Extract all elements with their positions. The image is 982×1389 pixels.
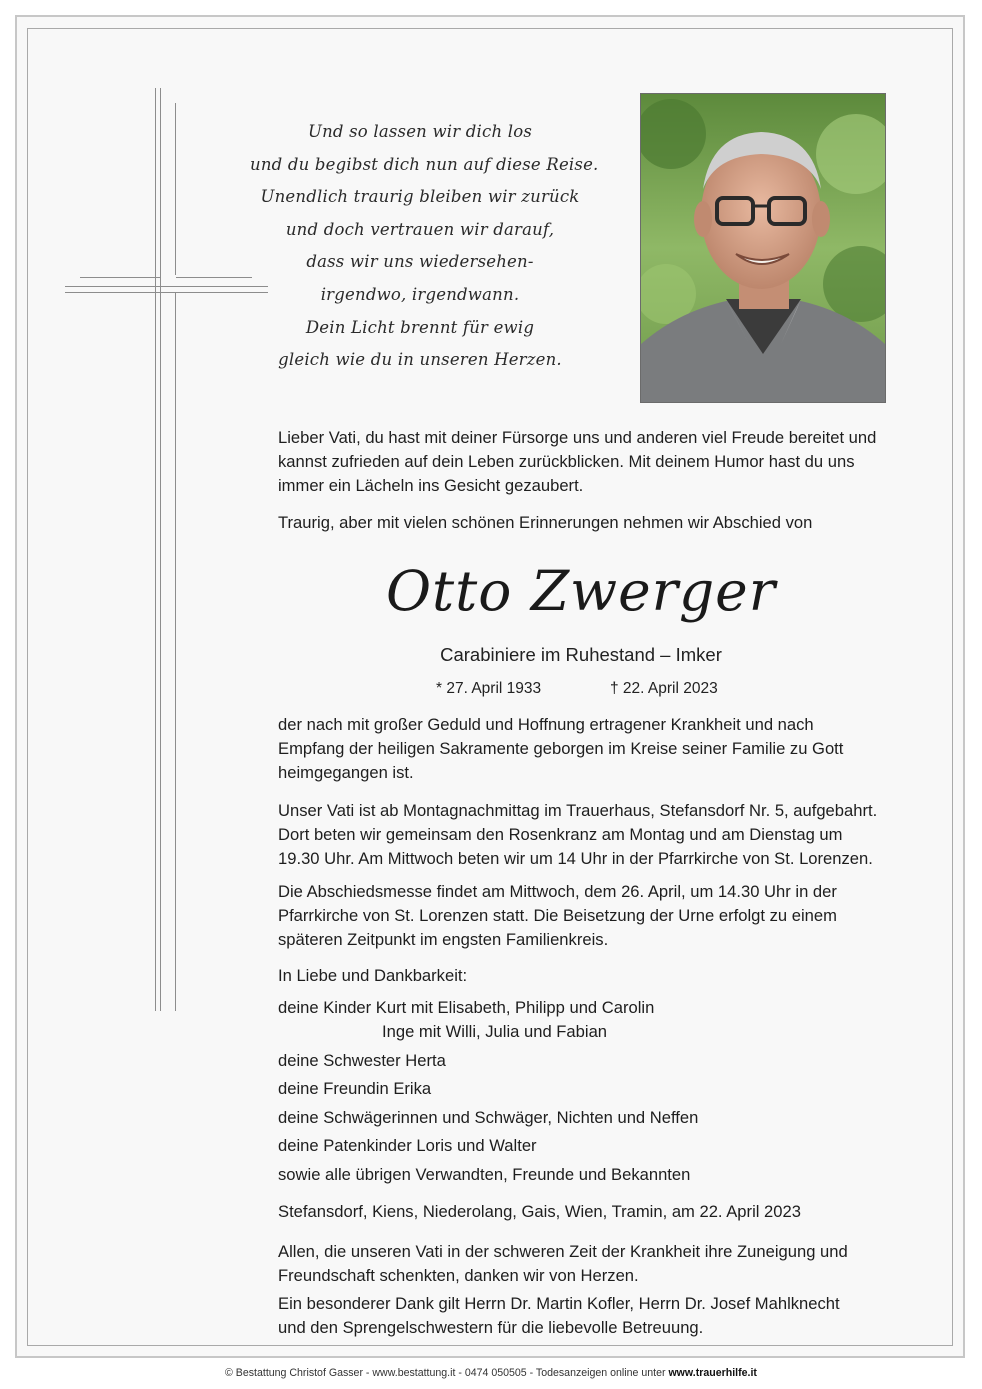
text-line: Empfang der heiligen Sakramente geborgen im Kreise seiner Familie zu Gott [278, 739, 844, 758]
poem-line: Und so lassen wir dich los [307, 122, 533, 141]
mourner-in-laws: deine Schwägerinnen und Schwäger, Nichten und Neffen [278, 1108, 699, 1127]
deceased-title: Carabiniere im Ruhestand – Imker [440, 644, 722, 665]
text-line: 19.30 Uhr. Am Mittwoch beten wir um 14 Uhr in der Pfarrkirche von St. Lorenzen. [278, 849, 873, 868]
text-line: Die Abschiedsmesse findet am Mittwoch, dem 26. April, um 14.30 Uhr in der [278, 882, 837, 901]
intro-paragraph [278, 426, 884, 498]
text-line: und den Sprengelschwestern für die liebevolle Betreuung. [278, 1318, 704, 1337]
text-line: späteren Zeitpunkt im engsten Familienkreis. [278, 930, 609, 949]
poem-line: Unendlich traurig bleiben wir zurück [260, 187, 580, 207]
poem-line: irgendwo, irgendwann. [320, 284, 520, 304]
death-date: † 22. April 2023 [610, 680, 718, 697]
text-line: Pfarrkirche von St. Lorenzen statt. Die Beisetzung der Urne erfolgt zu einem [278, 906, 837, 925]
mourners-heading: In Liebe und Dankbarkeit: [278, 966, 468, 985]
text-line: Freundschaft schenkten, danken wir von Herzen. [278, 1266, 639, 1285]
mourner-friend: deine Freundin Erika [278, 1079, 432, 1098]
poem-line: und doch vertrauen wir darauf, [285, 219, 555, 239]
mourner-sister: deine Schwester Herta [278, 1051, 446, 1070]
portrait-photo [640, 93, 886, 403]
footer [0, 1367, 982, 1379]
ceremony-paragraph-1 [278, 799, 884, 871]
thanks-paragraph-1 [278, 1240, 884, 1288]
text-line: kannst zufrieden auf dein Leben zurückblicken. Mit deinem Humor hast du uns [278, 452, 855, 471]
text-line: Ein besonderer Dank gilt Herrn Dr. Martin Kofler, Herrn Dr. Josef Mahlknecht [278, 1294, 840, 1313]
text-line: Dort beten wir gemeinsam den Rosenkranz am Montag und am Dienstag um [278, 825, 843, 844]
place-date: Stefansdorf, Kiens, Niederolang, Gais, Wien, Tramin, am 22. April 2023 [278, 1202, 801, 1221]
farewell-line: Traurig, aber mit vielen schönen Erinnerungen nehmen wir Abschied von [278, 513, 813, 532]
birth-date: * 27. April 1933 [436, 680, 542, 697]
text-line: Allen, die unseren Vati in der schweren Zeit der Krankheit ihre Zuneigung und [278, 1242, 848, 1261]
text-line: der nach mit großer Geduld und Hoffnung ertragener Krankheit und nach [278, 715, 814, 734]
mourner-others: sowie alle übrigen Verwandten, Freunde und Bekannten [278, 1165, 691, 1184]
mourner-children-2: Inge mit Willi, Julia und Fabian [382, 1022, 608, 1041]
poem-line: gleich wie du in unseren Herzen. [278, 350, 562, 370]
poem [250, 116, 599, 377]
passing-paragraph [278, 713, 884, 785]
poem-line: Dein Licht brennt für ewig [305, 317, 535, 337]
footer-text: © Bestattung Christof Gasser - www.bestattung.it - 0474 050505 - Todesanzeigen online unter [225, 1367, 669, 1379]
text-line: heimgegangen ist. [278, 763, 414, 782]
ceremony-paragraph-2 [278, 880, 884, 952]
text-line: Unser Vati ist ab Montagnachmittag im Trauerhaus, Stefansdorf Nr. 5, aufgebahrt. [278, 801, 878, 820]
thanks-paragraph-2 [278, 1292, 884, 1340]
mourner-children: deine Kinder Kurt mit Elisabeth, Philipp und Carolin [278, 998, 655, 1017]
footer-link[interactable]: www.trauerhilfe.it [668, 1367, 757, 1379]
poem-line: und du begibst dich nun auf diese Reise. [250, 154, 599, 174]
mourner-godchildren: deine Patenkinder Loris und Walter [278, 1136, 537, 1155]
text-line: Lieber Vati, du hast mit deiner Fürsorge uns und anderen viel Freude bereitet und [278, 428, 877, 447]
deceased-name: Otto Zwerger [385, 559, 777, 623]
poem-line: dass wir uns wiedersehen- [306, 252, 534, 272]
text-line: immer ein Lächeln ins Gesicht gezaubert. [278, 476, 584, 495]
